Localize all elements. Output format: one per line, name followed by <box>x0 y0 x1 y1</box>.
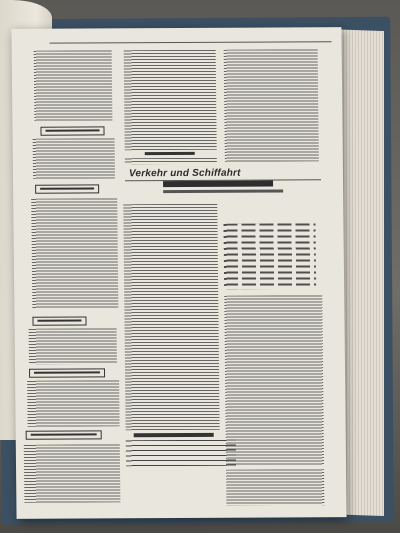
text-column-middle <box>125 158 217 164</box>
boxed-heading <box>40 126 104 135</box>
page-header-rule <box>49 33 331 43</box>
text-column-left <box>29 328 117 364</box>
article-column-2 <box>224 295 324 466</box>
text-column-middle-top <box>124 50 217 150</box>
text-column-left <box>27 380 119 426</box>
statistics-table <box>223 223 316 289</box>
bottom-table-title <box>134 433 214 437</box>
newspaper-page <box>11 27 346 519</box>
article-column-1 <box>123 204 219 430</box>
boxed-heading <box>32 316 86 325</box>
text-column-right-top <box>224 49 319 161</box>
text-column-left <box>31 198 118 308</box>
boxed-heading <box>26 430 102 439</box>
section-heading: Verkehr und Schiffahrt <box>128 167 241 180</box>
article-byline-bar <box>163 189 283 193</box>
small-heading <box>145 152 195 155</box>
text-column-left <box>24 444 121 502</box>
text-column-left-top <box>34 50 113 120</box>
article-column-2-bottom <box>226 469 324 506</box>
boxed-heading <box>29 368 105 377</box>
article-title-bar <box>163 181 273 188</box>
bottom-table <box>126 440 236 467</box>
boxed-heading <box>35 184 99 193</box>
text-column-left <box>33 138 115 178</box>
